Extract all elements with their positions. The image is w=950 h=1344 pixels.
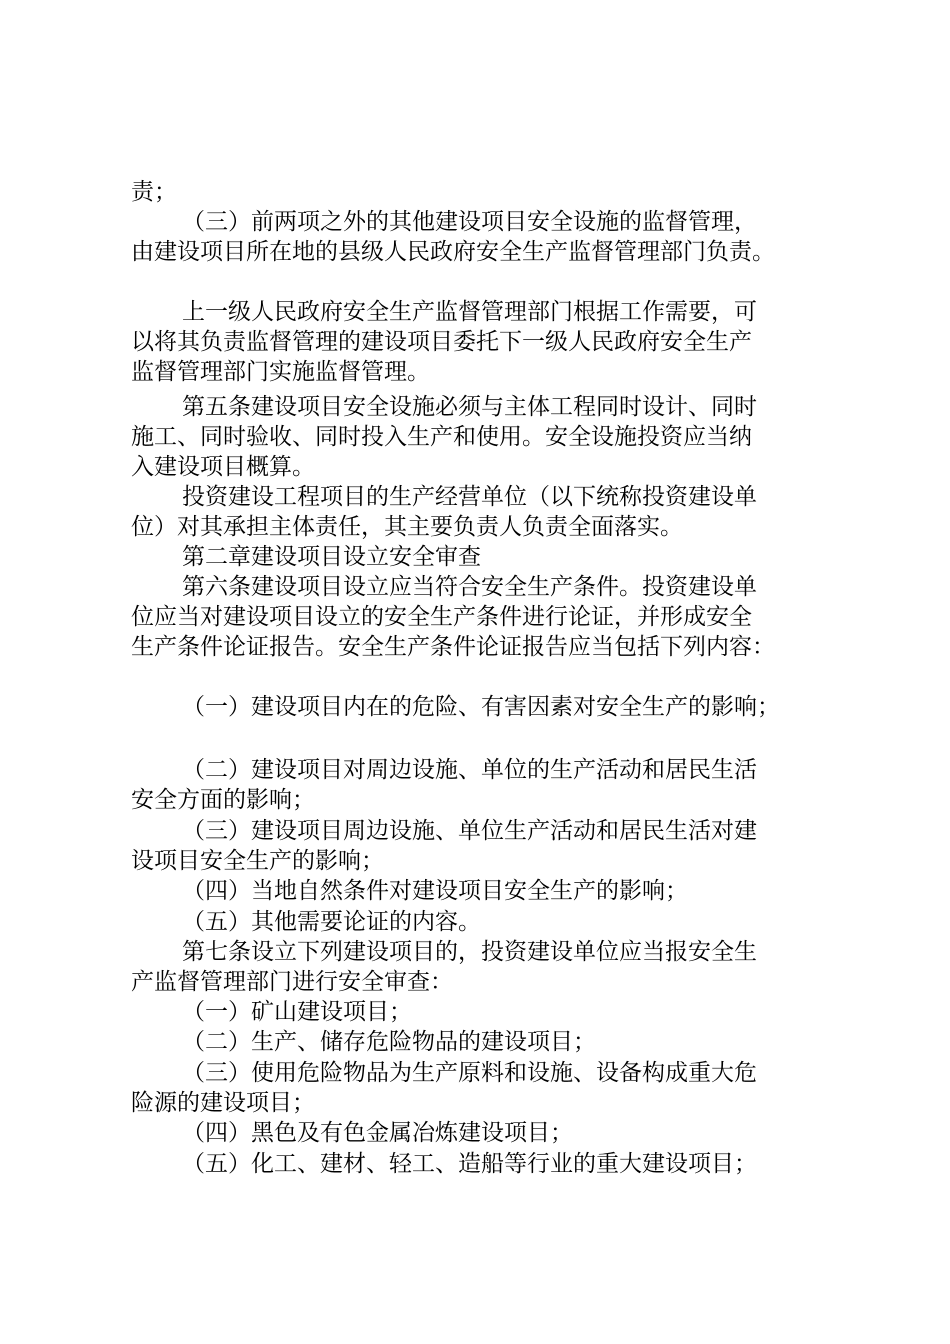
text-line: 入建设项目概算。	[131, 454, 315, 480]
text-line: （四）当地自然条件对建设项目安全生产的影响；	[182, 878, 688, 904]
text-line: （二）生产、储存危险物品的建设项目；	[182, 1029, 596, 1055]
text-line: （五）化工、建材、轻工、造船等行业的重大建设项目；	[182, 1151, 757, 1177]
text-line: （一）矿山建设项目；	[182, 999, 412, 1025]
text-line: 施工、同时验收、同时投入生产和使用。安全设施投资应当纳	[131, 424, 752, 450]
text-line: （五）其他需要论证的内容。	[182, 909, 481, 935]
text-line: 投资建设工程项目的生产经营单位（以下统称投资建设单	[182, 484, 757, 510]
text-line: 第七条设立下列建设项目的，投资建设单位应当报安全生	[182, 939, 757, 965]
text-line: 位）对其承担主体责任，其主要负责人负责全面落实。	[131, 514, 683, 540]
text-line: 第五条建设项目安全设施必须与主体工程同时设计、同时	[182, 394, 757, 420]
text-line: 险源的建设项目；	[131, 1090, 315, 1116]
text-line: 产监督管理部门进行安全审查：	[131, 969, 453, 995]
text-line: 由建设项目所在地的县级人民政府安全生产监督管理部门负责。	[131, 239, 775, 265]
text-line: 责；	[131, 179, 177, 205]
text-line: （四）黑色及有色金属冶炼建设项目；	[182, 1120, 573, 1146]
text-line: 生产条件论证报告。安全生产条件论证报告应当包括下列内容：	[131, 634, 775, 660]
text-line: 位应当对建设项目设立的安全生产条件进行论证，并形成安全	[131, 604, 752, 630]
text-line: 第六条建设项目设立应当符合安全生产条件。投资建设单	[182, 574, 757, 600]
text-line: 上一级人民政府安全生产监督管理部门根据工作需要，可	[182, 299, 757, 325]
text-line: （三）使用危险物品为生产原料和设施、设备构成重大危	[182, 1060, 757, 1086]
text-line: （三）建设项目周边设施、单位生产活动和居民生活对建	[182, 818, 757, 844]
text-line: （一）建设项目内在的危险、有害因素对安全生产的影响；	[182, 694, 780, 720]
text-line: （二）建设项目对周边设施、单位的生产活动和居民生活	[182, 757, 757, 783]
text-line: 监督管理部门实施监督管理。	[131, 359, 430, 385]
section-heading: 第二章建设项目设立安全审查	[182, 544, 481, 570]
text-line: 以将其负责监督管理的建设项目委托下一级人民政府安全生产	[131, 329, 752, 355]
text-line: 安全方面的影响；	[131, 787, 315, 813]
text-line: （三）前两项之外的其他建设项目安全设施的监督管理，	[182, 209, 757, 235]
text-line: 设项目安全生产的影响；	[131, 848, 384, 874]
